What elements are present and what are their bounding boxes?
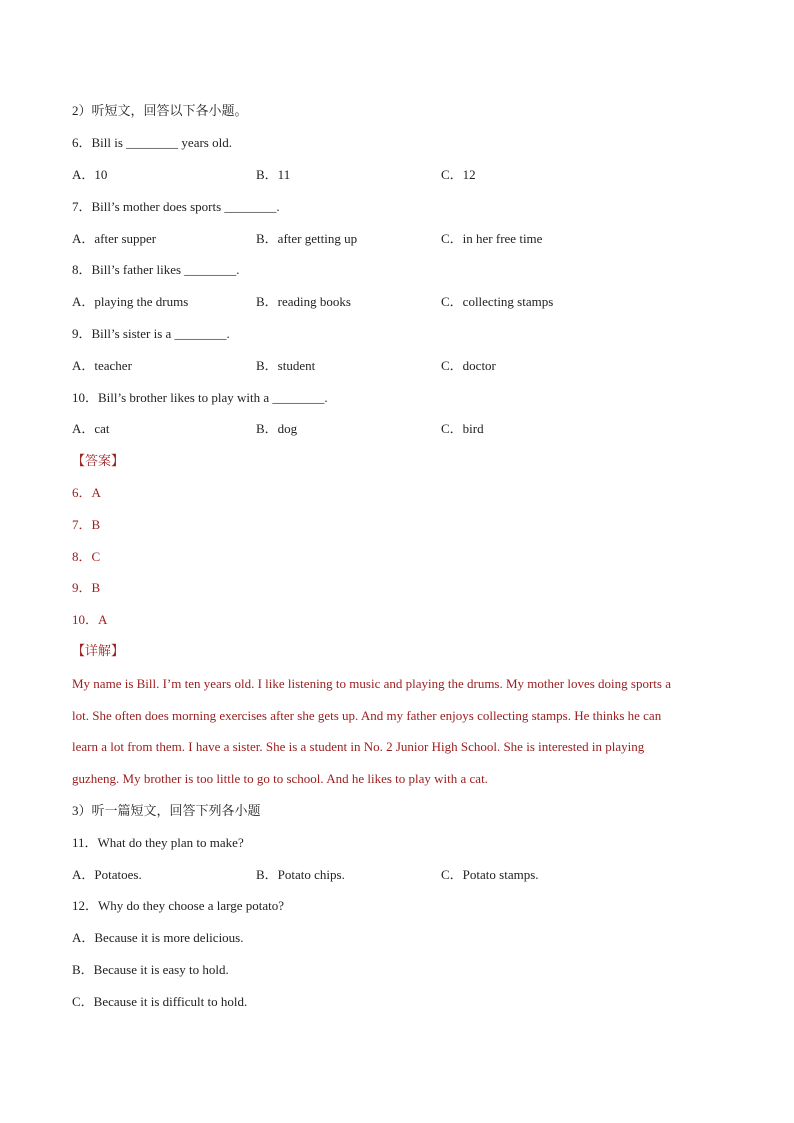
answer-10: 10．A <box>72 612 108 627</box>
answer-7: 7．B <box>72 517 101 532</box>
option-9b: B．student <box>256 358 316 373</box>
option-8b: B．reading books <box>256 294 351 309</box>
explanation-line-1: My name is Bill. I’m ten years old. I like listening to music and playing the drums. My mother loves doing sports a <box>72 676 672 691</box>
option-7b: B．after getting up <box>256 231 358 246</box>
section-3-heading: 3）听一篇短文，回答下列各小题 <box>72 803 261 818</box>
option-12a: A．Because it is more delicious. <box>72 930 244 945</box>
option-12b: B．Because it is easy to hold. <box>72 962 229 977</box>
option-6c: C．12 <box>441 167 476 182</box>
explanation-label: 【详解】 <box>72 643 125 658</box>
question-8: 8．Bill’s father likes ________. <box>72 262 240 277</box>
option-6a: A．10 <box>72 167 108 182</box>
answer-8: 8．C <box>72 549 101 564</box>
option-11b: B．Potato chips. <box>256 867 345 882</box>
answer-6: 6．A <box>72 485 101 500</box>
option-9a: A．teacher <box>72 358 132 373</box>
option-8a: A．playing the drums <box>72 294 189 309</box>
explanation-line-4: guzheng. My brother is too little to go to school. And he likes to play with a cat. <box>72 771 488 786</box>
option-11c: C．Potato stamps. <box>441 867 539 882</box>
option-9c: C．doctor <box>441 358 496 373</box>
question-7: 7．Bill’s mother does sports ________. <box>72 199 280 214</box>
explanation-line-3: learn a lot from them. I have a sister. She is a student in No. 2 Junior High School. She is interested in playing <box>72 739 645 754</box>
question-11: 11．What do they plan to make? <box>72 835 244 850</box>
section-2-heading: 2）听短文，回答以下各小题。 <box>72 103 248 118</box>
option-11a: A．Potatoes. <box>72 867 142 882</box>
answer-label: 【答案】 <box>72 453 125 468</box>
option-8c: C．collecting stamps <box>441 294 554 309</box>
option-7c: C．in her free time <box>441 231 543 246</box>
answer-9: 9．B <box>72 580 101 595</box>
option-12c: C．Because it is difficult to hold. <box>72 994 248 1009</box>
question-6: 6．Bill is ________ years old. <box>72 135 232 150</box>
question-9: 9．Bill’s sister is a ________. <box>72 326 230 341</box>
option-10a: A．cat <box>72 421 110 436</box>
question-10: 10．Bill’s brother likes to play with a ________. <box>72 390 328 405</box>
option-10b: B．dog <box>256 421 298 436</box>
option-7a: A．after supper <box>72 231 157 246</box>
explanation-line-2: lot. She often does morning exercises after she gets up. And my father enjoys collecting stamps. He thinks he can <box>72 708 662 723</box>
question-12: 12．Why do they choose a large potato? <box>72 898 285 913</box>
option-6b: B．11 <box>256 167 291 182</box>
option-10c: C．bird <box>441 421 484 436</box>
